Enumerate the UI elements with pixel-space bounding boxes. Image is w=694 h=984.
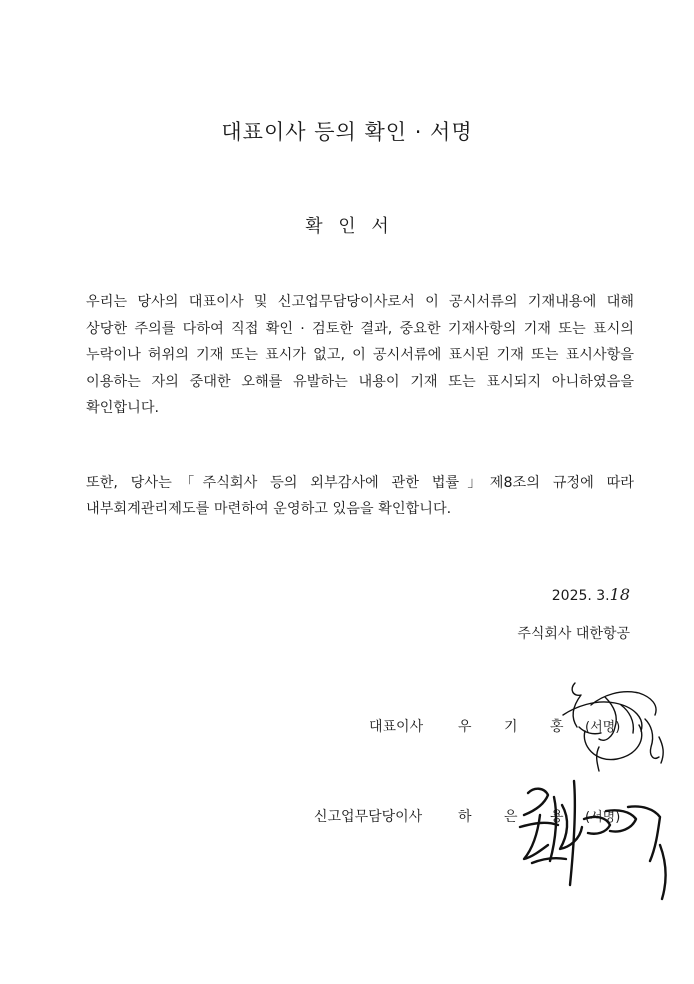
paragraph-line: 누락이나 허위의 기재 또는 표시가 없고, 이 공시서류에 표시된 기재 또는 표시사항을	[86, 347, 634, 363]
signer-sign-mark-disclosure-officer: (서명)	[585, 810, 621, 825]
date-handwritten-day: 18	[609, 585, 630, 604]
document-date	[540, 585, 630, 604]
signature-disclosure-officer	[510, 775, 675, 905]
signature-ceo	[555, 675, 675, 775]
signer-role-disclosure-officer: 신고업무담당이사	[314, 809, 423, 825]
paragraph-confirmation-lines	[86, 289, 634, 395]
paragraph-line: 우리는 당사의 대표이사 및 신고업무담당이사로서 이 공시서류의 기재내용에 대해	[86, 294, 634, 310]
paragraph-line: 이용하는 자의 중대한 오해를 유발하는 내용이 기재 또는 표시되지 아니하였음을	[86, 373, 634, 390]
document-title: 대표이사 등의 확인 · 서명	[221, 120, 473, 144]
company-name: 주식회사 대한항공	[517, 626, 630, 642]
date-printed: 2025. 3.	[551, 588, 610, 604]
paragraph-line: 상당한 주의를 다하여 직접 확인 · 검토한 결과, 중요한 기재사항의 기재 또는 표시의	[86, 320, 634, 337]
signer-sign-mark-ceo: (서명)	[585, 720, 621, 735]
paragraph-line: 확인합니다.	[86, 400, 160, 416]
signer-role-ceo: 대표이사	[369, 719, 424, 735]
document-subtitle: 확 인 서	[305, 216, 389, 237]
paragraph-line: 또한, 당사는「주식회사 등의 외부감사에 관한 법률」제8조의 규정에 따라	[86, 475, 634, 491]
paragraph-line: 내부회계관리제도를 마련하여 운영하고 있음을 확인합니다.	[86, 501, 452, 517]
signer-name-disclosure-officer: 하 은 용	[458, 809, 578, 825]
signer-name-ceo: 우 기 홍	[458, 719, 578, 735]
